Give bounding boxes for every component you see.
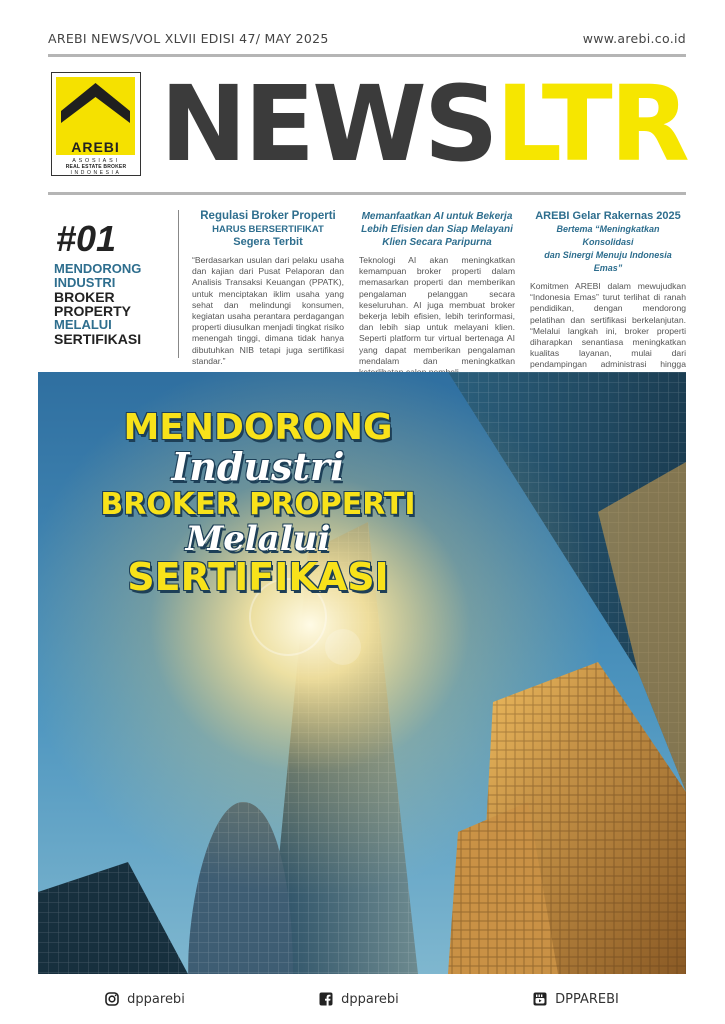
article-rakernas[interactable] bbox=[530, 210, 686, 393]
social-instagram[interactable] bbox=[105, 992, 185, 1007]
article-ai[interactable] bbox=[359, 210, 515, 378]
issue-number: #01 bbox=[56, 218, 117, 259]
edition-label: AREBI NEWS/VOL XLVII EDISI 47/ MAY 2025 bbox=[48, 30, 329, 46]
article-regulasi[interactable] bbox=[192, 210, 344, 367]
hero-title bbox=[68, 407, 448, 599]
logo-line-2: REAL ESTATE BROKER bbox=[65, 164, 127, 170]
top-bar bbox=[48, 28, 686, 48]
masthead bbox=[160, 63, 687, 185]
social-handle: dpparebi bbox=[341, 991, 399, 1007]
instagram-icon bbox=[105, 992, 119, 1006]
social-handle: DPPAREBI bbox=[555, 991, 619, 1007]
issue-line: MELALUI bbox=[54, 317, 112, 332]
issue-line: INDUSTRI bbox=[54, 275, 116, 290]
issue-line: SERTIFIKASI bbox=[54, 331, 142, 347]
arebi-logo bbox=[51, 72, 141, 176]
logo-mark bbox=[56, 77, 135, 139]
logo-name: AREBI bbox=[56, 139, 135, 155]
hero-title-line: Industri bbox=[171, 444, 345, 489]
article-title: Klien Secara Paripurna bbox=[382, 237, 492, 248]
hero-title-line: BROKER PROPERTI bbox=[100, 487, 416, 522]
logo-line-1: ASOSIASI bbox=[72, 158, 120, 164]
article-body: “Berdasarkan usulan dari pelaku usaha dan kajian dari Pusat Pelaporan dan Analisis Transaksi Keuangan (PPATK), untuk menciptakan iklim usaha yang sehat dan melindungi konsumen, kegiatan usaha perantara perdagangan properti diusulkan menjadi tingkat risiko menengah tinggi, dimana tidak hanya dibutuhkan NIB tetapi juga sertifikasi standar.” bbox=[192, 255, 344, 366]
issue-line: MENDORONG bbox=[54, 261, 142, 276]
article-title: Bertema “Meningkatkan Konsolidasi bbox=[556, 224, 660, 247]
article-title: HARUS BERSERTIFIKAT bbox=[212, 224, 324, 235]
masthead-yellow: LTR bbox=[495, 63, 687, 185]
article-body: Komitmen AREBI dalam mewujudkan “Indonesia Emas” turut terlihat di ranah pendidikan, dengan mendorong pelatihan dan sertifikasi berkelanjutan. “Melalui langkah ini, broker properti diharapkan senantiasa meningkatkan kualitas layanan, mulai dari pendampingan administrasi hingga bbox=[530, 281, 686, 370]
house-roof-icon bbox=[56, 77, 135, 139]
column-divider bbox=[178, 210, 179, 358]
hero-title-line: Melalui bbox=[185, 519, 331, 559]
masthead-divider bbox=[48, 192, 686, 195]
footer-social bbox=[38, 984, 686, 1014]
article-title: AREBI Gelar Rakernas 2025 bbox=[535, 210, 681, 222]
article-title: dan Sinergi Menuju Indonesia Emas” bbox=[544, 250, 672, 273]
hero-image bbox=[38, 372, 686, 974]
social-handle: dpparebi bbox=[127, 991, 185, 1007]
social-facebook[interactable] bbox=[319, 992, 399, 1007]
website-link[interactable]: www.arebi.co.id bbox=[582, 30, 686, 46]
article-title: Regulasi Broker Properti bbox=[200, 210, 336, 222]
masthead-dark: NEWS bbox=[160, 63, 496, 185]
top-divider bbox=[48, 54, 686, 57]
issue-line: PROPERTY bbox=[54, 303, 132, 319]
hero-title-line: SERTIFIKASI bbox=[127, 555, 389, 599]
hero-title-line: MENDORONG bbox=[123, 407, 393, 448]
social-youtube[interactable] bbox=[533, 992, 619, 1007]
article-title: Segera Terbit bbox=[233, 236, 303, 248]
article-body: Teknologi AI akan meningkatkan kemampuan broker properti dalam memasarkan properti dan memberikan pengalaman pelanggan secara keseluruhan. AI juga membuat broker bekerja lebih efisien, lebih terinformasi, dan lebih siap untuk melayani klien. Seperti platform tur virtual bertenaga AI yang dapat memberikan pengalaman mendalam dan meningkatkan bbox=[359, 255, 515, 366]
logo-line-3: INDONESIA bbox=[70, 170, 122, 176]
issue-headline bbox=[54, 262, 164, 346]
youtube-icon bbox=[533, 992, 547, 1006]
article-title: Lebih Efisien dan Siap Melayani bbox=[361, 224, 513, 235]
article-title: Memanfaatkan AI untuk Bekerja bbox=[361, 211, 513, 222]
facebook-icon bbox=[319, 992, 333, 1006]
issue-line: BROKER bbox=[54, 289, 115, 305]
